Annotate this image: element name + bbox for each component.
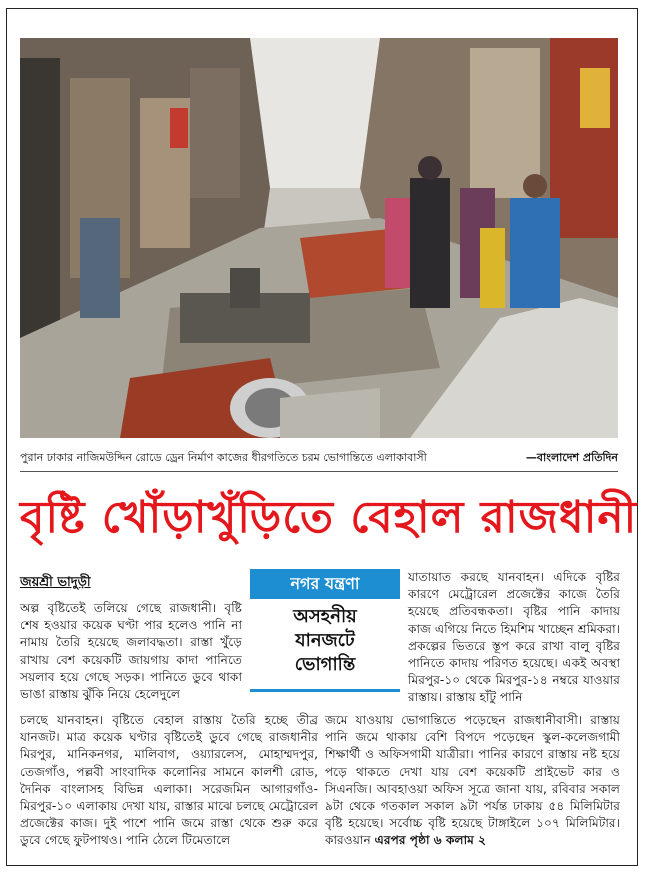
- article-paragraph: চলছে যানবাহন। বৃষ্টিতে বেহাল রাস্তায় তৈরি হচ্ছে তীব্র যানজট। মাত্র কয়েক ঘণ্টার বৃষ্টিতেই ডুবে গেছে রাজধানীর মিরপুর, মানিকনগর, মালিবাগ, ওয়্যারলেস, মোহাম্মদপুর, তেজগাঁও, পল্লবী সাংবাদিক কলোনির সামনে কালশী রোড, দৈনিক বাংলাসহ বিভিন্ন এলাকা। সরেজমিন আগারগাঁও-মিরপুর-১০ এলাকায় দেখা যায়, রাস্তার মাঝে চলছে মেট্রোরেল প্রজেক্টের কাজ। দুই পাশে পানি জমে রাস্তা থেকে শুরু করে ডুবে গেছে ফুটপাথও। পানি ঠেলে টিমেতালে: [20, 713, 318, 848]
- caption-text: পুরান ঢাকার নাজিমউদ্দিন রোডে ড্রেন নির্মাণ কাজের ধীরগতিতে চরম ভোগান্তিতে এলাকাবাসী: [20, 451, 427, 464]
- article-lower-left: [20, 712, 318, 850]
- subhead-line-3: ভোগান্তি: [294, 654, 356, 675]
- subhead-line-1: অসহনীয়: [293, 606, 357, 627]
- article-text: জমে যাওয়ায় ভোগান্তিতে পড়েছেন রাজধানীবাসী। রাস্তায় পানি জমে থাকায় বেশি বিপদে পড়েছেন স্কুল-কলেজগামী শিক্ষার্থী ও অফিসগামী যাত্রীরা। পানির কারণে রাস্তায় নষ্ট হয়ে পড়ে থাকতে দেখা যায় বেশ কয়েকটি প্রাইভেট কার ও সিএনজি। আবহাওয়া অফিস সূত্রে জানা যায়, রবিবার সকাল ৯টা থেকে গতকাল সকাল ৯টা পর্যন্ত ঢাকায় ৫৪ মিলিমিটার বৃষ্টি হয়েছে। সর্বোচ্চ বৃষ্টি হয়েছে টাঙ্গাইলে ১০৭ মিলিমিটার। কারওয়ান: [325, 713, 620, 848]
- article-paragraph: যাতায়াত করছে যানবাহন। এদিকে বৃষ্টির কারণে মেট্রোরেল প্রজেক্টের কাজে তৈরি হয়েছে প্রতিবন্ধকতা। বৃষ্টির পানি কাদায় কাজ এগিয়ে নিতে হিমশিম খাচ্ছেন শ্রমিকরা। প্রকল্পের ভিতরে স্তূপ করে রাখা বালু বৃষ্টির পানিতে কাদায় পরিণত হয়েছে। একই অবস্থা মিরপুর-১০ থেকে মিরপুর-১৪ নম্বরে যাওয়ার রাস্তায়। রাস্তায় হাঁটু পানি: [408, 570, 620, 705]
- photo-caption: [20, 445, 618, 472]
- continued-jump: এরপর পৃষ্ঠা ৬ কলাম ২: [374, 833, 487, 848]
- photo-credit: —বাংলাদেশ প্রতিদিন: [525, 451, 618, 464]
- topic-tag: নগর যন্ত্রণা: [250, 569, 400, 599]
- headline: বৃষ্টি খোঁড়াখুঁড়িতে বেহাল রাজধানী: [20, 492, 638, 543]
- byline: জয়শ্রী ভাদুড়ী: [20, 575, 91, 590]
- article-paragraph: অল্প বৃষ্টিতেই তলিয়ে গেছে রাজধানী। বৃষ্টি শেষ হওয়ার কয়েক ঘণ্টা পার হলেও পানি না নামায় তৈরি হয়েছে জলাবদ্ধতা। রাস্তা খুঁড়ে রাখায় বেশ কয়েকটি জায়গায় কাদা পানিতে সয়লাব হয়ে গেছে সড়ক। পানিতে ডুবে থাকা ভাঙা রাস্তায় ঝুঁকি নিয়ে হেলেদুলে: [20, 601, 242, 702]
- article-paragraph: [325, 712, 620, 850]
- topic-rule: [250, 689, 400, 692]
- subhead-line-2: যানজটে: [295, 630, 355, 651]
- topic-box: [250, 569, 400, 692]
- article-lower-right: [325, 712, 620, 850]
- news-photo: [20, 38, 618, 438]
- article-column-2: [408, 569, 620, 707]
- article-column-1: [20, 600, 242, 703]
- topic-subhead: [250, 599, 400, 677]
